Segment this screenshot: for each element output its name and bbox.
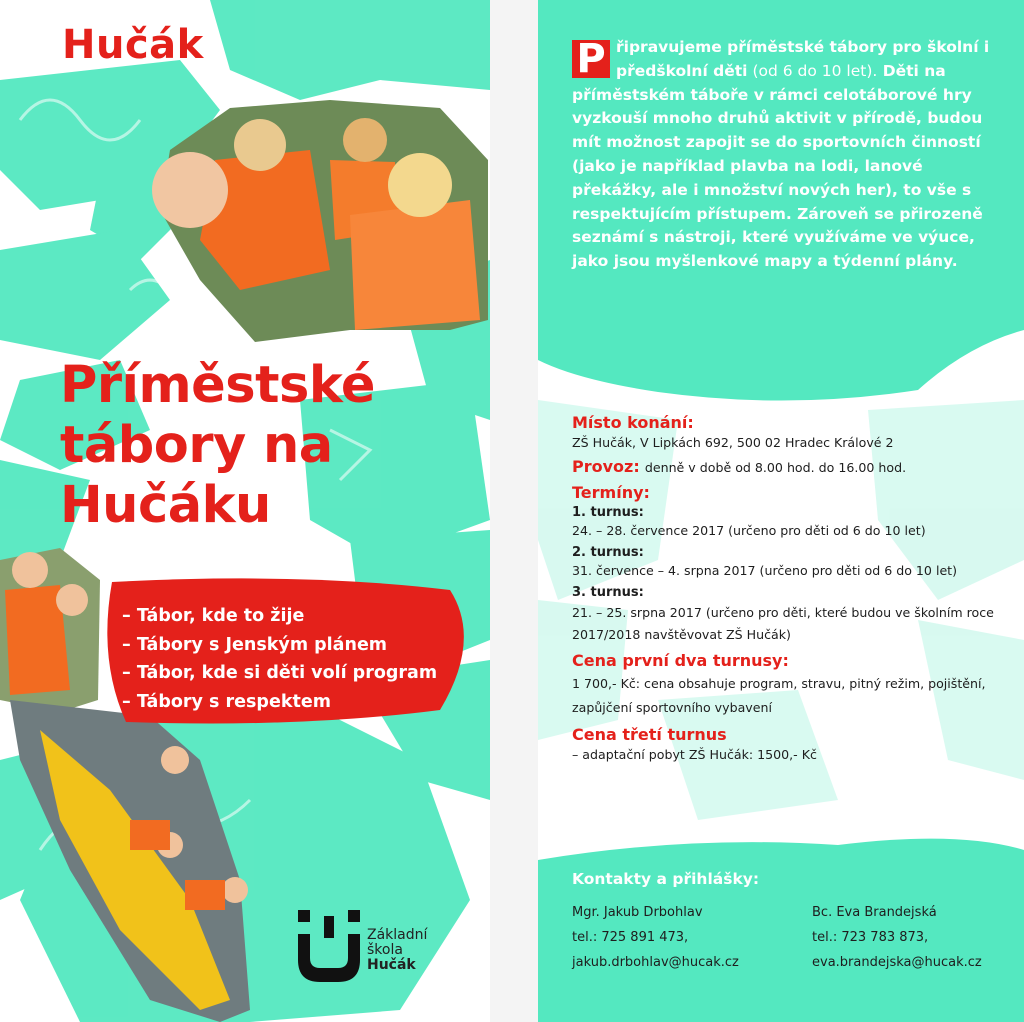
- contact-name: Mgr. Jakub Drbohlav: [572, 905, 703, 920]
- turnus-1-label: 1. turnus:: [572, 505, 644, 520]
- school-name: Základní škola Hučák: [367, 927, 428, 973]
- drop-cap: P: [572, 40, 610, 78]
- contact-email[interactable]: eva.brandejska@hucak.cz: [812, 955, 982, 970]
- camp-info: [572, 412, 1012, 768]
- contacts-heading: Kontakty a přihlášky:: [572, 870, 760, 888]
- school-logo-icon: [296, 910, 362, 982]
- feature-item: – Tábory s Jenským plánem: [122, 634, 388, 655]
- turnus-2-label: 2. turnus:: [572, 545, 644, 560]
- provoz-value: denně v době od 8.00 hod. do 16.00 hod.: [644, 460, 907, 475]
- feature-item: – Tábor, kde si děti volí program: [122, 663, 438, 683]
- terms-label: Termíny:: [572, 483, 650, 502]
- page-title: [60, 356, 480, 536]
- contact-name: Bc. Eva Brandejská: [812, 905, 937, 920]
- contact-person-2: [812, 900, 982, 975]
- title-line-3: Hučáku: [60, 476, 271, 535]
- title-line-1: Příměstské: [60, 356, 375, 415]
- feature-list: [122, 602, 437, 716]
- turnus-3-label: 3. turnus:: [572, 585, 644, 600]
- price-3-label: Cena třetí turnus: [572, 725, 727, 744]
- turnus-2-value: 31. července – 4. srpna 2017 (určeno pro děti od 6 do 10 let): [572, 563, 958, 578]
- provoz-label: Provoz:: [572, 457, 640, 476]
- contacts: [572, 870, 1012, 970]
- price-12-label: Cena první dva turnusy:: [572, 651, 789, 670]
- fold-gutter: [490, 0, 538, 1022]
- turnus-1-value: 24. – 28. července 2017 (určeno pro děti od 6 do 10 let): [572, 523, 926, 538]
- contact-phone[interactable]: tel.: 723 783 873,: [812, 930, 929, 945]
- right-panel: [538, 0, 1024, 1022]
- price-3-value: – adaptační pobyt ZŠ Hučák: 1500,- Kč: [572, 747, 817, 762]
- feature-item: – Tábor, kde to žije: [122, 606, 305, 626]
- place-label: Místo konání:: [572, 413, 694, 432]
- brand-logo: Hučák: [62, 22, 204, 68]
- left-panel: [0, 0, 490, 1022]
- contact-person-1: [572, 900, 739, 975]
- place-value: ZŠ Hučák, V Lipkách 692, 500 02 Hradec Králové 2: [572, 435, 894, 450]
- contact-phone[interactable]: tel.: 725 891 473,: [572, 930, 689, 945]
- turnus-3-value: 21. – 25. srpna 2017 (určeno pro děti, které budou ve školním roce 2017/2018 navštěvovat ZŠ Hučák): [572, 605, 994, 642]
- contact-email[interactable]: jakub.drbohlav@hucak.cz: [572, 955, 739, 970]
- title-line-2: tábory na: [60, 416, 333, 475]
- price-12-value: 1 700,- Kč: cena obsahuje program, stravu, pitný režim, pojištění, zapůjčení sportovního vybavení: [572, 676, 986, 715]
- intro-paragraph: P řipravujeme příměstské tábory pro školní i předškolní děti (od 6 do 10 let). Děti na příměstském táboře v rámci celotáborové hry vyzkouší mnoho druhů aktivit v přírodě, budou mít možnost zapojit se do sportovních činností (jako je například plavba na lodi, lanové překážky, ale i množství nových her), to vše s respektujícím přístupem. Zároveň se přirozeně seznámí s nástroji, které využíváme ve výuce, jako jsou myšlenkové mapy a týdenní plány.: [572, 36, 990, 271]
- feature-item: – Tábory s respektem: [122, 691, 331, 712]
